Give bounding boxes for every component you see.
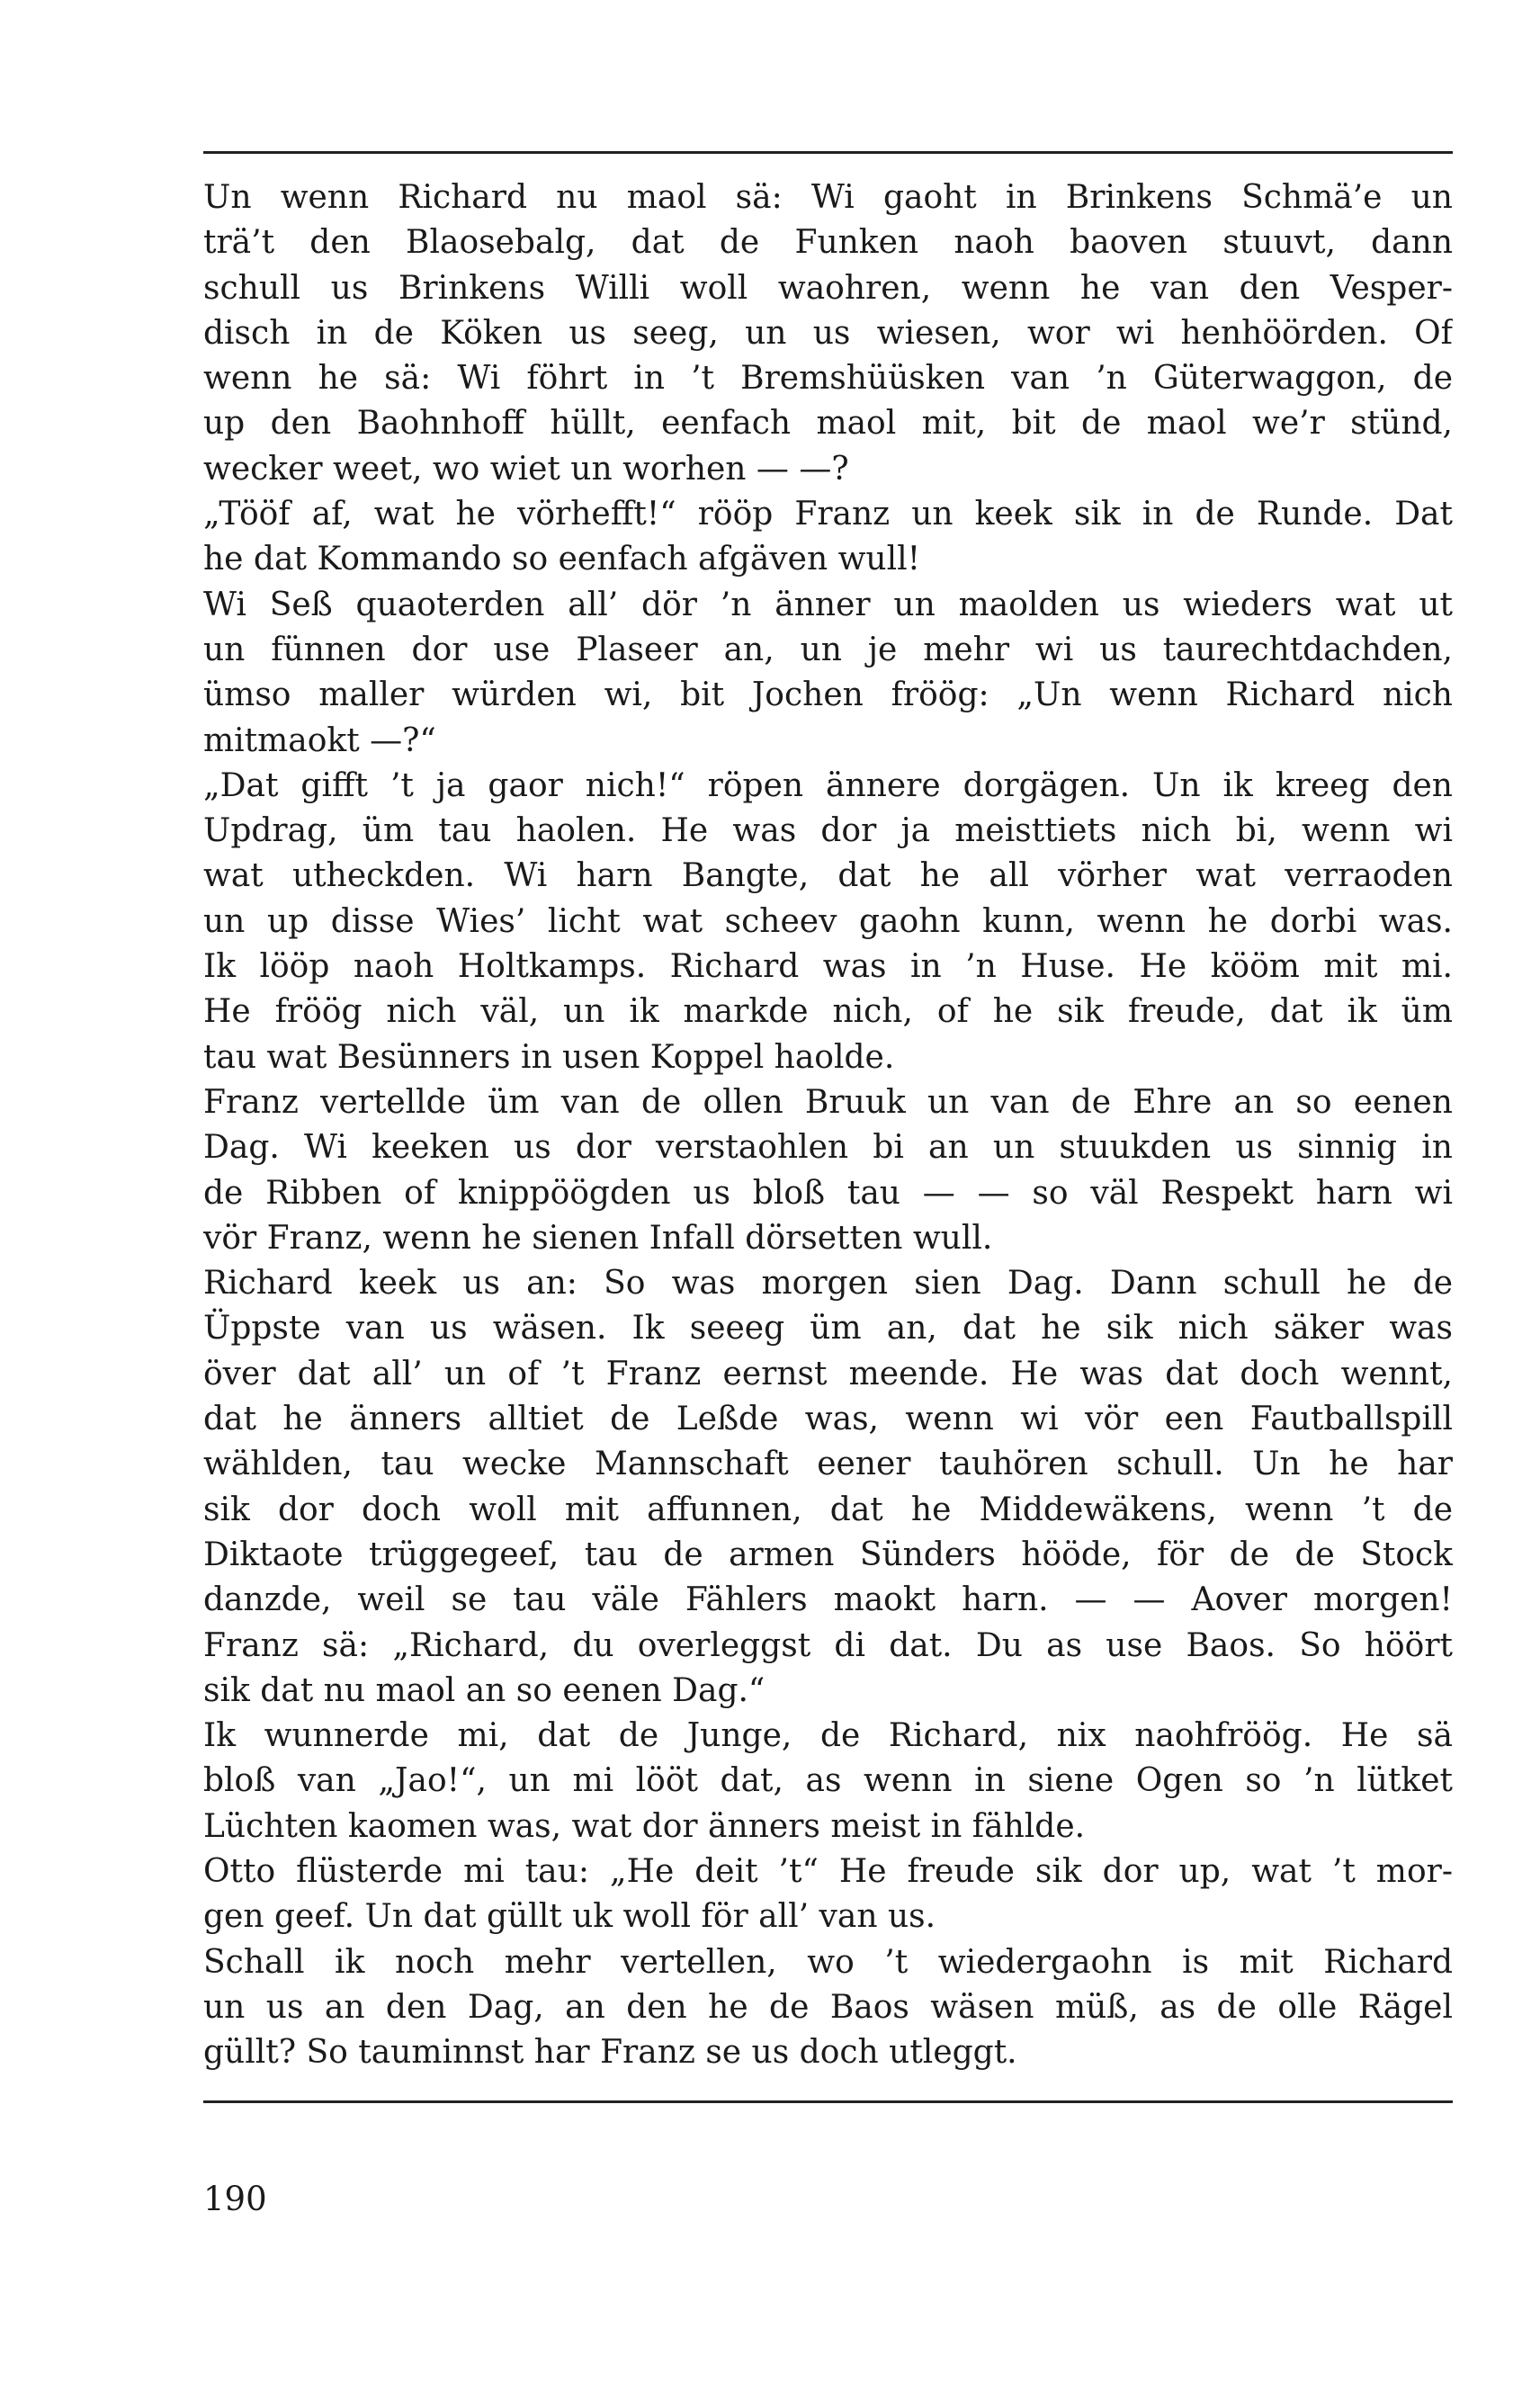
text-line: güllt? So tauminnst har Franz se us doch utleggt. (203, 2034, 1017, 2072)
text-line: Lüchten kaomen was, wat dor änners meist in fählde. (203, 1807, 1086, 1845)
text-line: Un wenn Richard nu maol sä: Wi gaoht in Brinkens Schmä’e un (203, 179, 1453, 216)
text-line: wat utheckden. Wi harn Bangte, dat he all vörher wat verraoden (203, 857, 1453, 895)
text-line: över dat all’ un of ’t Franz eernst meende. He was dat doch wennt, (203, 1355, 1453, 1392)
text-line: Franz vertellde üm van de ollen Bruuk un van de Ehre an so eenen (203, 1083, 1453, 1121)
text-line: dat he änners alltiet de Leßde was, wenn wi vör een Fautballspill (203, 1401, 1453, 1438)
text-line: wählden, tau wecke Mannschaft eener tauhören schull. Un he har (203, 1446, 1453, 1483)
text-line: mitmaokt —?“ (203, 721, 436, 759)
text-line: Otto flüsterde mi tau: „He deit ’t“ He freude sik dor up, wat ’t mor- (203, 1852, 1453, 1890)
text-line: disch in de Köken us seeg, un us wiesen, wor wi henhöörden. Of (203, 314, 1453, 352)
text-line: danzde, weil se tau väle Fählers maokt harn. — — Aover morgen! (203, 1581, 1453, 1619)
text-line: up den Baohnhoff hüllt, eenfach maol mit, bit de maol we’r stünd, (203, 405, 1453, 443)
text-line: Üppste van us wäsen. Ik seeeg üm an, dat he sik nich säker was (203, 1310, 1453, 1348)
text-line: Dag. Wi keeken us dor verstaohlen bi an un stuukden us sinnig in (203, 1129, 1453, 1167)
text-line: vör Franz, wenn he sienen Infall dörsetten wull. (203, 1219, 993, 1257)
text-line: Wi Seß quaoterden all’ dör ’n änner un maolden us wieders wat ut (203, 586, 1453, 623)
text-line: un up disse Wies’ licht wat scheev gaohn kunn, wenn he dorbi was. (203, 902, 1453, 940)
text-line: wenn he sä: Wi föhrt in ’t Bremshüüsken van ’n Güterwaggon, de (203, 360, 1453, 398)
text-line: gen geef. Un dat güllt uk woll för all’ van us. (203, 1898, 936, 1936)
text-line: „Tööf af, wat he vörhefft!“ rööp Franz un keek sik in de Runde. Dat (203, 496, 1453, 533)
text-line: ümso maller würden wi, bit Jochen fröög: „Un wenn Richard nich (203, 676, 1453, 714)
text-line: trä’t den Blaosebalg, dat de Funken naoh baoven stuuvt, dann (203, 224, 1453, 262)
text-line: „Dat gifft ’t ja gaor nich!“ röpen ännere dorgägen. Un ik kreeg den (203, 766, 1453, 804)
page-number: 190 (203, 2180, 267, 2218)
text-line: He fröög nich väl, un ik markde nich, of he sik freude, dat ik üm (203, 993, 1453, 1031)
text-line: Richard keek us an: So was morgen sien Dag. Dann schull he de (203, 1265, 1453, 1303)
body-text (203, 175, 1453, 2075)
text-line: Franz sä: „Richard, du overleggst di dat. Du as use Baos. So höört (203, 1626, 1453, 1664)
text-line: sik dor doch woll mit affunnen, dat he Middewäkens, wenn ’t de (203, 1491, 1453, 1528)
text-line: schull us Brinkens Willi woll waohren, wenn he van den Vesper- (203, 269, 1453, 307)
text-line: Updrag, üm tau haolen. He was dor ja meisttiets nich bi, wenn wi (203, 812, 1453, 850)
text-line: un us an den Dag, an den he de Baos wäsen müß, as de olle Rägel (203, 1988, 1453, 2026)
text-line: he dat Kommando so eenfach afgäven wull! (203, 541, 921, 578)
text-line: Schall ik noch mehr vertellen, wo ’t wiedergaohn is mit Richard (203, 1943, 1453, 1981)
top-rule (203, 151, 1453, 154)
text-line: wecker weet, wo wiet un worhen — —? (203, 450, 849, 488)
text-line: Diktaote trüggegeef, tau de armen Sünders hööde, för de de Stock (203, 1536, 1453, 1573)
text-line: Ik lööp naoh Holtkamps. Richard was in ’n Huse. He kööm mit mi. (203, 948, 1453, 986)
text-line: sik dat nu maol an so eenen Dag.“ (203, 1671, 766, 1709)
text-line: de Ribben of knippöögden us bloß tau — — so väl Respekt harn wi (203, 1174, 1453, 1212)
text-line: Ik wunnerde mi, dat de Junge, de Richard, nix naohfröög. He sä (203, 1717, 1453, 1755)
text-line: bloß van „Jao!“, un mi lööt dat, as wenn in siene Ogen so ’n lütket (203, 1762, 1453, 1800)
bottom-rule (203, 2100, 1453, 2103)
text-line: tau wat Besünners in usen Koppel haolde. (203, 1038, 895, 1076)
text-line: un fünnen dor use Plaseer an, un je mehr wi us taurechtdachden, (203, 631, 1453, 668)
